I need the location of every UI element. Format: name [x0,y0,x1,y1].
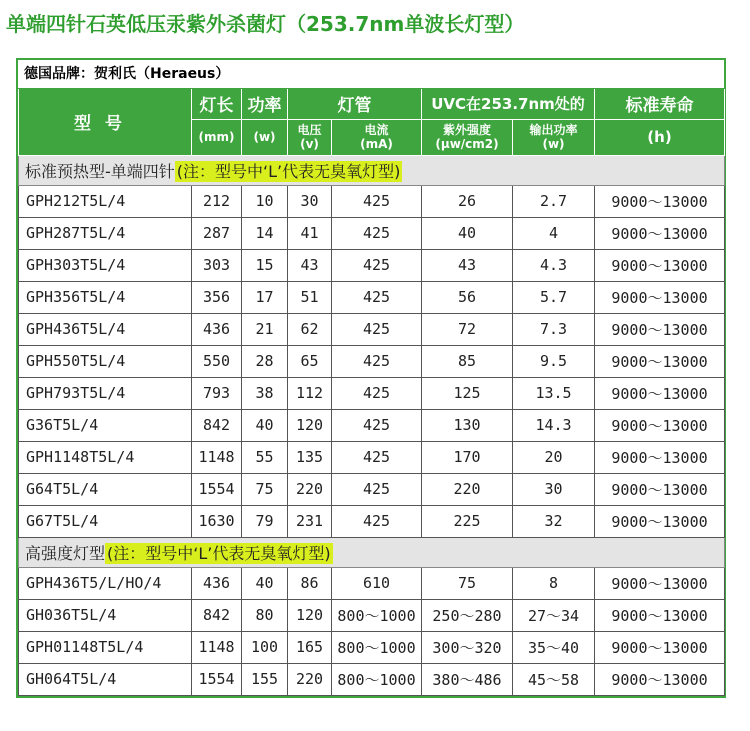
table-cell: 35～40 [513,631,595,663]
table-cell: 165 [288,631,332,663]
table-row [19,567,725,599]
table-cell: GPH793T5L/4 [19,377,192,409]
table-cell: 436 [192,313,242,345]
section-label: 标准预热型-单端四针 [25,161,175,181]
table-cell: 112 [288,377,332,409]
table-cell: GPH356T5L/4 [19,281,192,313]
table-row [19,663,725,695]
section-title [19,537,725,567]
table-cell: 13.5 [513,377,595,409]
table-cell: 100 [242,631,288,663]
table-cell: 425 [332,249,422,281]
header-intensity-unit: (μw/cm2) [435,137,499,151]
table-row [19,185,725,217]
brand-label: 德国品牌：贺利氏（Heraeus） [18,60,724,89]
table-cell: 1148 [192,631,242,663]
section-title [19,155,725,185]
table-row [19,313,725,345]
spec-table [18,89,725,696]
table-row [19,217,725,249]
section-row [19,155,725,185]
header-current-unit: (mA) [360,137,393,151]
section-note: (注：型号中‘L’代表无臭氧灯型) [107,543,331,563]
table-cell: 9000～13000 [595,505,725,537]
header-output [513,119,595,155]
table-cell: GPH01148T5L/4 [19,631,192,663]
table-cell: 1554 [192,663,242,695]
table-cell: 220 [288,473,332,505]
table-cell: 2.7 [513,185,595,217]
table-cell: 9000～13000 [595,345,725,377]
table-cell: 425 [332,473,422,505]
table-cell: 135 [288,441,332,473]
table-cell: 436 [192,567,242,599]
table-cell: GPH212T5L/4 [19,185,192,217]
table-cell: 120 [288,599,332,631]
table-cell: 356 [192,281,242,313]
header-life-unit: (h) [595,119,725,155]
table-cell: 9000～13000 [595,473,725,505]
table-cell: 425 [332,441,422,473]
table-cell: 86 [288,567,332,599]
table-cell: 300～320 [422,631,513,663]
table-cell: 28 [242,345,288,377]
table-cell: 425 [332,409,422,441]
table-cell: 62 [288,313,332,345]
table-cell: 38 [242,377,288,409]
table-cell: 9000～13000 [595,441,725,473]
header-intensity [422,119,513,155]
header-intensity-label: 紫外强度 [442,123,491,137]
table-cell: 72 [422,313,513,345]
table-cell: 9000～13000 [595,599,725,631]
header-voltage-unit: (v) [300,137,319,151]
table-cell: 1554 [192,473,242,505]
table-cell: 130 [422,409,513,441]
table-cell: GPH436T5L/4 [19,313,192,345]
table-cell: 32 [513,505,595,537]
table-cell: 9000～13000 [595,567,725,599]
table-cell: 79 [242,505,288,537]
table-cell: 170 [422,441,513,473]
table-cell: GPH436T5/L/HO/4 [19,567,192,599]
header-length: 灯长 [192,89,242,119]
table-cell: 9000～13000 [595,409,725,441]
table-cell: 800～1000 [332,663,422,695]
table-cell: 21 [242,313,288,345]
table-cell: 425 [332,345,422,377]
header-output-unit: (w) [542,137,565,151]
section-label: 高强度灯型 [25,543,106,563]
table-cell: 610 [332,567,422,599]
table-row [19,345,725,377]
table-cell: 8 [513,567,595,599]
table-cell: 5.7 [513,281,595,313]
spec-table-frame [16,58,726,698]
table-cell: 9000～13000 [595,313,725,345]
table-cell: GH064T5L/4 [19,663,192,695]
table-cell: 380～486 [422,663,513,695]
table-cell: 40 [422,217,513,249]
table-cell: 30 [513,473,595,505]
table-cell: 800～1000 [332,599,422,631]
table-cell: 7.3 [513,313,595,345]
table-cell: 231 [288,505,332,537]
table-cell: 9000～13000 [595,663,725,695]
header-model: 型号 [19,89,192,155]
table-cell: 425 [332,505,422,537]
table-cell: 9000～13000 [595,377,725,409]
table-cell: 4 [513,217,595,249]
table-cell: G64T5L/4 [19,473,192,505]
table-cell: 425 [332,185,422,217]
table-cell: 41 [288,217,332,249]
table-row [19,249,725,281]
table-cell: 43 [288,249,332,281]
page-title: 单端四针石英低压汞紫外杀菌灯（253.7nm单波长灯型） [6,12,525,36]
table-cell: GPH1148T5L/4 [19,441,192,473]
table-cell: 9000～13000 [595,249,725,281]
header-tube: 灯管 [288,89,422,119]
table-row [19,409,725,441]
table-row [19,377,725,409]
table-cell: 793 [192,377,242,409]
table-cell: 43 [422,249,513,281]
table-cell: 250～280 [422,599,513,631]
table-body [19,155,725,695]
table-cell: 65 [288,345,332,377]
table-cell: 75 [422,567,513,599]
table-row [19,473,725,505]
table-cell: 155 [242,663,288,695]
table-cell: 51 [288,281,332,313]
table-cell: 425 [332,217,422,249]
table-cell: 80 [242,599,288,631]
table-cell: GH036T5L/4 [19,599,192,631]
table-cell: 303 [192,249,242,281]
table-cell: 17 [242,281,288,313]
table-row [19,441,725,473]
header-power-unit: (w) [242,119,288,155]
table-cell: 9.5 [513,345,595,377]
header-voltage [288,119,332,155]
table-cell: 27～34 [513,599,595,631]
header-voltage-label: 电压 [297,123,322,137]
table-cell: 220 [422,473,513,505]
table-cell: 55 [242,441,288,473]
header-current-label: 电流 [364,123,389,137]
table-cell: G67T5L/4 [19,505,192,537]
table-cell: 85 [422,345,513,377]
table-cell: 842 [192,409,242,441]
table-cell: 10 [242,185,288,217]
table-cell: 120 [288,409,332,441]
table-cell: 9000～13000 [595,281,725,313]
table-row [19,505,725,537]
table-cell: 40 [242,409,288,441]
table-cell: 56 [422,281,513,313]
table-cell: 20 [513,441,595,473]
table-cell: 4.3 [513,249,595,281]
table-cell: 75 [242,473,288,505]
section-note: (注：型号中‘L’代表无臭氧灯型) [176,161,401,181]
table-cell: 9000～13000 [595,217,725,249]
header-life: 标准寿命 [595,89,725,119]
table-cell: 550 [192,345,242,377]
table-cell: 287 [192,217,242,249]
table-cell: 842 [192,599,242,631]
table-cell: 425 [332,281,422,313]
table-cell: 425 [332,377,422,409]
table-cell: 14.3 [513,409,595,441]
table-cell: 9000～13000 [595,185,725,217]
table-row [19,281,725,313]
table-cell: 220 [288,663,332,695]
table-cell: 26 [422,185,513,217]
table-header [19,89,725,155]
table-row [19,631,725,663]
table-cell: GPH287T5L/4 [19,217,192,249]
header-current [332,119,422,155]
table-cell: 30 [288,185,332,217]
table-cell: 800～1000 [332,631,422,663]
table-cell: 40 [242,567,288,599]
table-cell: 125 [422,377,513,409]
table-cell: 1148 [192,441,242,473]
section-row [19,537,725,567]
table-cell: GPH303T5L/4 [19,249,192,281]
header-power: 功率 [242,89,288,119]
header-length-unit: (mm) [192,119,242,155]
table-cell: 212 [192,185,242,217]
table-row [19,599,725,631]
table-cell: 1630 [192,505,242,537]
table-cell: 45～58 [513,663,595,695]
table-cell: GPH550T5L/4 [19,345,192,377]
table-cell: 9000～13000 [595,631,725,663]
table-cell: 225 [422,505,513,537]
table-cell: G36T5L/4 [19,409,192,441]
table-cell: 425 [332,313,422,345]
header-output-label: 输出功率 [529,123,578,137]
table-cell: 15 [242,249,288,281]
table-cell: 14 [242,217,288,249]
header-uvc: UVC在253.7nm处的 [422,89,595,119]
